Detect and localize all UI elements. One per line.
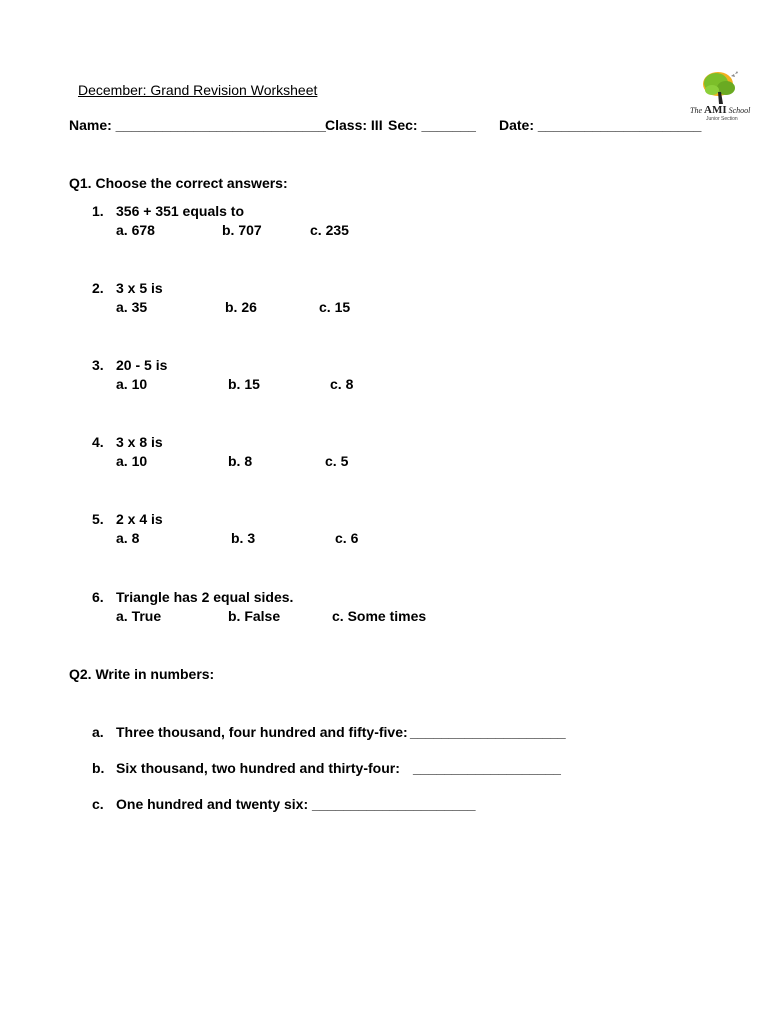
school-logo: The AMI School Junior Section xyxy=(688,66,760,128)
q2-item-b: b. Six thousand, two hundred and thirty-four: ___________________ xyxy=(92,760,561,776)
q1-item-5: 5. 2 x 4 is a. 8 b. 3 c. 6 xyxy=(92,511,359,546)
q1-item-3: 3. 20 - 5 is a. 10 b. 15 c. 8 xyxy=(92,357,354,392)
name-field[interactable]: Name: ___________________________ xyxy=(69,117,326,133)
q1-item-1: 1. 356 + 351 equals to a. 678 b. 707 c. 235 xyxy=(92,203,349,238)
class-label: Class: III xyxy=(325,117,383,133)
option-a[interactable]: a. 10 xyxy=(116,453,148,469)
option-c[interactable]: c. 5 xyxy=(325,453,349,469)
q1-item-4: 4. 3 x 8 is a. 10 b. 8 c. 5 xyxy=(92,434,349,469)
option-c[interactable]: c. 8 xyxy=(330,376,354,392)
q2-heading: Q2. Write in numbers: xyxy=(69,666,215,682)
option-a[interactable]: a. 10 xyxy=(116,376,148,392)
option-c[interactable]: c. 6 xyxy=(335,530,359,546)
option-c[interactable]: c. 235 xyxy=(310,222,349,238)
option-b[interactable]: b. 707 xyxy=(222,222,262,238)
section-field[interactable]: Sec: _______ xyxy=(388,117,476,133)
answer-blank[interactable]: ___________________ xyxy=(413,760,561,776)
worksheet-title: December: Grand Revision Worksheet xyxy=(78,82,318,98)
option-b[interactable]: b. 8 xyxy=(228,453,253,469)
q1-item-2: 2. 3 x 5 is a. 35 b. 26 c. 15 xyxy=(92,280,351,315)
tree-icon xyxy=(688,66,760,106)
q1-item-6: 6. Triangle has 2 equal sides. a. True b. False c. Some times xyxy=(92,589,427,624)
option-b[interactable]: b. 26 xyxy=(225,299,257,315)
option-c[interactable]: c. Some times xyxy=(332,608,427,624)
logo-subtitle: Junior Section xyxy=(706,116,738,122)
option-c[interactable]: c. 15 xyxy=(319,299,351,315)
option-a[interactable]: a. 35 xyxy=(116,299,148,315)
option-b[interactable]: b. 15 xyxy=(228,376,260,392)
option-a[interactable]: a. 678 xyxy=(116,222,155,238)
answer-blank[interactable]: ____________________ xyxy=(410,724,566,740)
q2-item-c[interactable]: c. One hundred and twenty six: _____________________ xyxy=(92,796,476,812)
option-a[interactable]: a. 8 xyxy=(116,530,140,546)
q2-item-a: a. Three thousand, four hundred and fifty-five: ____________________ xyxy=(92,724,566,740)
option-a[interactable]: a. True xyxy=(116,608,162,624)
option-b[interactable]: b. False xyxy=(228,608,281,624)
q1-heading: Q1. Choose the correct answers: xyxy=(69,175,288,191)
date-field[interactable]: Date: _____________________ xyxy=(499,117,702,133)
option-b[interactable]: b. 3 xyxy=(231,530,256,546)
